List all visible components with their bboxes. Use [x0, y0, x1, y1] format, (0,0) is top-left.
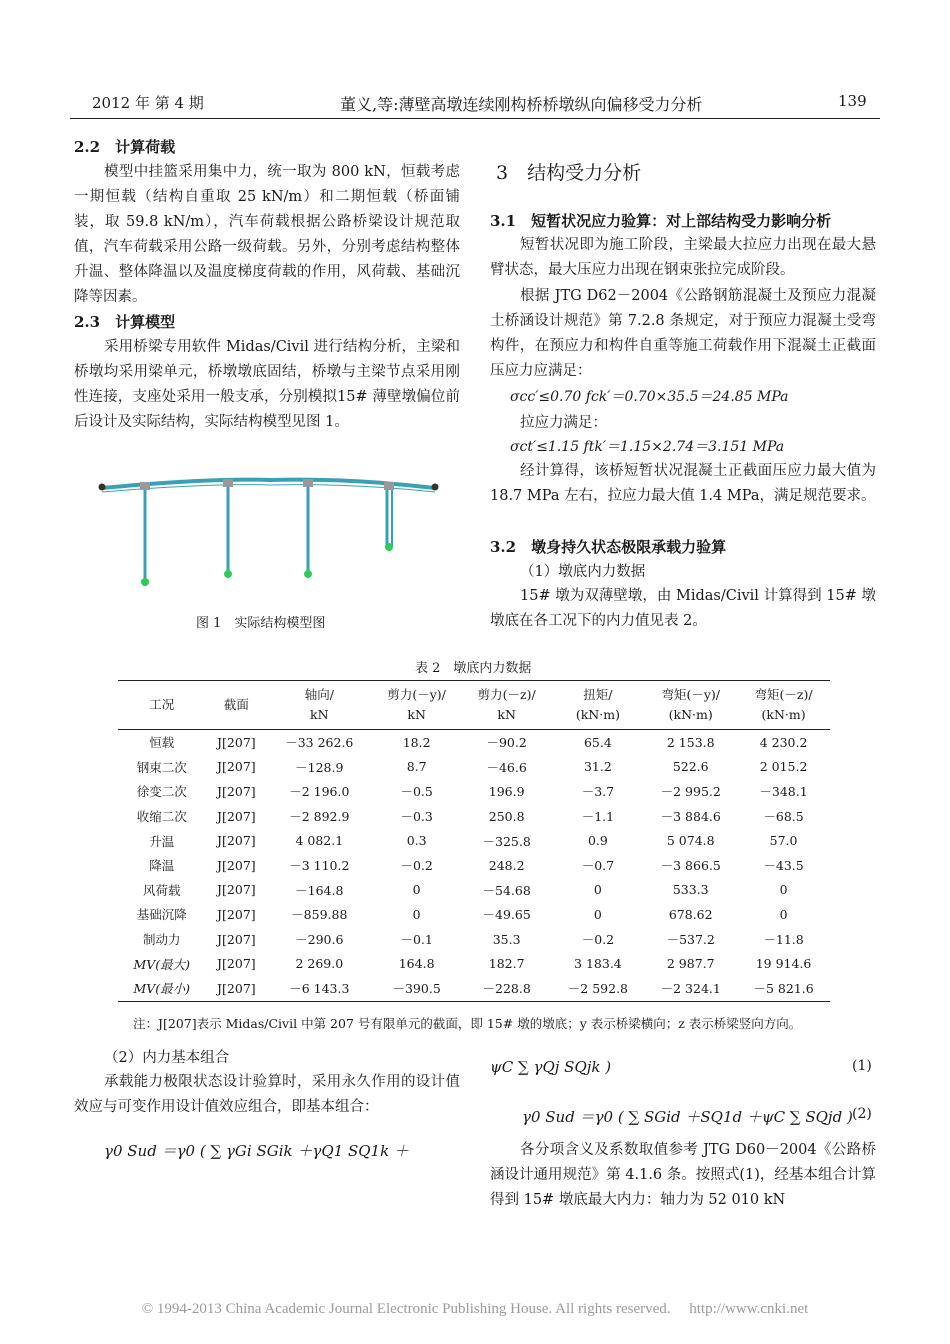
table-cell: －390.5: [392, 981, 441, 997]
pier-base-1: [141, 578, 149, 586]
col-header-moment-y: 弯矩(－y)/ (kN·m): [661, 687, 720, 722]
table-cell: －0.3: [400, 809, 433, 825]
table-cell: J[207]: [217, 783, 256, 799]
table-cell: 风荷载: [143, 882, 181, 898]
table-cell: 收缩二次: [136, 809, 187, 825]
table-cell: －348.1: [759, 784, 808, 800]
section-3-1-p1: 短暂状况即为施工阶段，主梁最大拉应力出现在最大悬臂状态，最大压应力出现在钢束张拉完成阶段。: [490, 237, 876, 278]
table-row: [118, 927, 830, 952]
col-header-shear-y: 剪力(－y)/ kN: [387, 687, 446, 722]
equation-1-right: ψC ∑ γQj SQjk ): [490, 1058, 612, 1076]
right-support: [432, 484, 439, 491]
table-cell: J[207]: [217, 759, 256, 775]
table-cell: －164.8: [295, 882, 344, 898]
table-cell: 徐变二次: [136, 784, 187, 800]
table-cell: －0.7: [581, 858, 615, 874]
table-cell: －11.8: [763, 932, 804, 948]
figure-1-caption: 图 1 实际结构模型图: [196, 616, 326, 631]
table-cell: －49.65: [482, 907, 531, 923]
table-cell: 3 183.4: [574, 956, 622, 972]
table-cell: －2 196.0: [289, 784, 350, 800]
table-cell: 196.9: [488, 783, 525, 799]
table-cell: J[207]: [217, 906, 256, 922]
pier-head-1: [140, 482, 150, 490]
section-3-2-sub1: （1）墩底内力数据: [520, 564, 646, 580]
table-row: [118, 951, 830, 976]
table-cell: －54.68: [482, 882, 531, 898]
table-cell: 2 987.7: [666, 956, 715, 972]
table-row: [118, 755, 830, 780]
copyright-footer: © 1994-2013 China Academic Journal Electronic Publishing House. All rights reserved. http://www.cnki.net: [141, 1301, 809, 1317]
table-cell: 250.8: [488, 808, 525, 824]
table-row: [118, 779, 830, 804]
table-cell: 0: [412, 906, 421, 922]
table-cell: J[207]: [217, 980, 256, 996]
table-cell: －3 884.6: [660, 809, 721, 825]
table-cell: －46.6: [486, 759, 527, 775]
table-cell: J[207]: [217, 857, 256, 873]
table-cell: 0: [779, 882, 788, 898]
table-row: [118, 804, 830, 829]
table-2-note: 注：J[207]表示 Midas/Civil 中第 207 号有限单元的截面，即 15# 墩的墩底；y 表示桥梁横向；z 表示桥梁竖向方向。: [133, 1016, 802, 1031]
table-cell: 31.2: [583, 759, 612, 775]
pier-base-4: [385, 543, 393, 551]
section-3-1-p2: 根据 JTG D62－2004《公路钢筋混凝土及预应力混凝土桥涵设计规范》第 7.2.8 条规定，对于预应力混凝土受弯构件，在预应力和构件自重等施工荷载作用下混凝土正截面压应力应满足：: [490, 288, 876, 379]
table-cell: 0.9: [587, 833, 608, 849]
equation-2: γ0 Sud ＝γ0 ( ∑ SGid ＋SQ1d ＋ψC ∑ SQjd ): [522, 1108, 853, 1126]
col-header-section: 截面: [223, 697, 249, 712]
table-cell: J[207]: [217, 931, 256, 947]
section-3-1-p3: 经计算得，该桥短暂状况混凝土正截面压应力最大值为 18.7 MPa 左右，拉应力最大值 1.4 MPa，满足规范要求。: [490, 463, 876, 504]
table-cell: MV(最小): [133, 981, 191, 997]
left-support: [99, 484, 106, 491]
table-cell: 8.7: [406, 759, 427, 775]
table-cell: 0: [412, 882, 421, 898]
table-row: [118, 853, 830, 878]
table-cell: J[207]: [217, 956, 256, 972]
table-cell: 2 015.2: [759, 759, 808, 775]
table-cell: －5 821.6: [753, 981, 814, 997]
table-cell: J[207]: [217, 808, 256, 824]
bridge-model-figure: [90, 470, 450, 590]
table-header-row: [118, 681, 830, 730]
table-cell: －1.1: [581, 809, 615, 825]
table-cell: J[207]: [217, 882, 256, 898]
col-header-torsion: 扭矩/ (kN·m): [575, 687, 620, 722]
section-2-2-body: 模型中挂篮采用集中力，统一取为 800 kN，恒载考虑一期恒载（结构自重取 25 kN/m）和二期恒载（桥面铺装，取 59.8 kN/m），汽车荷载根据公路桥梁设计规范取值，汽车荷载采用公路一级荷载。另外，分别考虑结构整体升温、整体降温以及温度梯度荷载的作用，风荷载、基础沉降等因素。: [74, 164, 460, 305]
table-cell: －859.88: [291, 907, 348, 923]
bottom-right-paragraph: 各分项含义及系数取值参考 JTG D60－2004《公路桥涵设计通用规范》第 4.1.6 条。按照式(1)，经基本组合计算得到 15# 墩底最大内力：轴力为 52 010 kN: [490, 1142, 876, 1208]
pier-base-2: [224, 570, 232, 578]
table-cell: 0: [779, 906, 788, 922]
table-cell: 基础沉降: [136, 907, 187, 923]
section-2-2-title: 2.2 计算荷载: [74, 138, 176, 156]
table-cell: －3 866.5: [660, 858, 721, 874]
tension-label: 拉应力满足：: [520, 415, 607, 431]
section-2-3-body: 采用桥梁专用软件 Midas/Civil 进行结构分析，主梁和桥墩均采用梁单元，桥墩墩底固结，桥墩与主梁节点采用刚性连接，支座处采用一般支承，分别模拟15# 薄壁墩偏位前后设计及实际结构，实际结构模型见图 1。: [74, 339, 460, 430]
pier-head-2: [223, 479, 233, 487]
pier-base-3: [304, 570, 312, 578]
table-cell: －2 892.9: [289, 809, 350, 825]
table-cell: 制动力: [143, 932, 181, 948]
table-row: [118, 730, 830, 755]
table-cell: J[207]: [217, 833, 256, 849]
equation-1-number: (1): [852, 1058, 872, 1074]
table-cell: －537.2: [666, 932, 715, 948]
table-cell: 4 230.2: [759, 734, 808, 750]
table-cell: MV(最大): [133, 956, 191, 972]
table-cell: 19 914.6: [755, 956, 812, 972]
formula-compressive: σcc′≤0.70 fck′＝0.70×35.5＝24.85 MPa: [510, 389, 789, 405]
section-3-2-p1: 15# 墩为双薄壁墩，由 Midas/Civil 计算得到 15# 墩墩底在各工况下的内力值见表 2。: [490, 588, 876, 629]
table-cell: 恒载: [149, 735, 175, 751]
section-3-2-title: 3.2 墩身持久状态极限承载力验算: [490, 538, 727, 556]
pier-head-4: [384, 482, 394, 490]
header-issue: 2012 年 第 4 期: [92, 94, 204, 112]
section-3-2-sub2: （2）内力基本组合: [104, 1050, 230, 1066]
table-cell: 533.3: [672, 882, 709, 898]
table-row: [118, 828, 830, 853]
table-cell: 2 269.0: [295, 956, 344, 972]
table-cell: 2 153.8: [666, 734, 715, 750]
table-cell: 4 082.1: [295, 833, 344, 849]
table-cell: －0.1: [400, 932, 433, 948]
table-cell: －68.5: [763, 809, 804, 825]
table-cell: －325.8: [482, 833, 531, 849]
table-cell: 65.4: [583, 734, 612, 750]
table-cell: 678.62: [668, 906, 713, 922]
table-cell: －0.2: [400, 858, 433, 874]
table-row: [118, 902, 830, 927]
table-cell: －0.5: [400, 784, 433, 800]
section-3-1-title: 3.1 短暂状况应力验算：对上部结构受力影响分析: [490, 212, 832, 230]
header-title: 董义,等:薄壁高墩连续刚构桥桥墩纵向偏移受力分析: [340, 95, 703, 114]
table-cell: －290.6: [295, 932, 344, 948]
table-row: [118, 976, 830, 1001]
table-cell: 0: [593, 906, 602, 922]
table-row: [118, 878, 830, 903]
table-cell: －0.2: [581, 932, 615, 948]
table-cell: －43.5: [763, 858, 804, 874]
table-cell: －228.8: [482, 981, 531, 997]
table-cell: －33 262.6: [285, 735, 354, 751]
col-header-case: 工况: [149, 697, 175, 712]
section-2-3-title: 2.3 计算模型: [74, 313, 176, 331]
table-cell: 18.2: [402, 734, 431, 750]
table-cell: 35.3: [492, 931, 521, 947]
col-header-axial: 轴向/ kN: [304, 687, 334, 722]
table-cell: －2 324.1: [660, 981, 721, 997]
col-header-moment-z: 弯矩(－z)/ (kN·m): [754, 687, 813, 722]
table-cell: 248.2: [488, 857, 525, 873]
table-cell: J[207]: [217, 734, 256, 750]
bottom-left-paragraph: 承载能力极限状态设计验算时，采用永久作用的设计值效应与可变作用设计值效应组合，即基本组合：: [74, 1074, 460, 1115]
table-2-caption: 表 2 墩底内力数据: [415, 661, 532, 676]
table-cell: －6 143.3: [289, 981, 350, 997]
table-cell: 降温: [149, 858, 175, 874]
table-cell: －3.7: [581, 784, 615, 800]
table-cell: 升温: [149, 833, 175, 849]
pier-head-3: [303, 479, 313, 487]
page-number: 139: [838, 92, 867, 110]
table-cell: 522.6: [672, 759, 709, 775]
table-cell: 5 074.8: [666, 833, 715, 849]
table-cell: 57.0: [769, 833, 798, 849]
table-cell: －3 110.2: [289, 858, 350, 874]
table-cell: 164.8: [398, 956, 435, 972]
table-cell: 钢束二次: [136, 759, 187, 775]
section-3-title: 3 结构受力分析: [496, 162, 642, 184]
col-header-shear-z: 剪力(－z)/ kN: [477, 687, 536, 722]
table-cell: 0.3: [406, 833, 427, 849]
table-cell: －2 995.2: [660, 784, 721, 800]
table-cell: 182.7: [488, 956, 525, 972]
table-cell: －90.2: [486, 735, 527, 751]
header-rule: [70, 118, 880, 119]
equation-1-left: γ0 Sud ＝γ0 ( ∑ γGi SGik ＋γQ1 SQ1k ＋: [104, 1142, 409, 1160]
formula-tensile: σct′≤1.15 ftk′＝1.15×2.74＝3.151 MPa: [510, 439, 785, 455]
table-cell: －2 592.8: [567, 981, 629, 997]
equation-2-number: (2): [852, 1106, 872, 1122]
table-cell: 0: [593, 882, 602, 898]
table-cell: －128.9: [295, 759, 344, 775]
internal-force-table: [118, 680, 830, 1002]
